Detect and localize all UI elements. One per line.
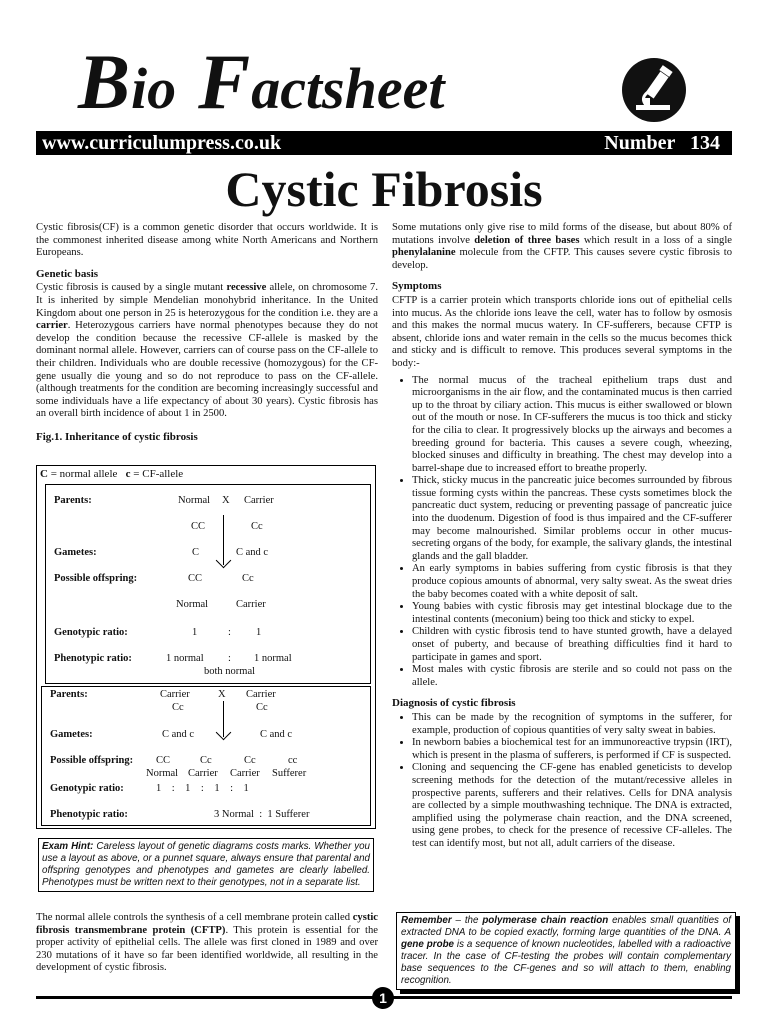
offspring2-genotype: Cc	[200, 755, 212, 766]
intro-paragraph: Cystic fibrosis(CF) is a common genetic disorder that occurs worldwide. It is the commonest inherited disease among white North Americans and Northern Europeans.	[36, 222, 378, 259]
website-url: www.curriculumpress.co.uk	[42, 132, 282, 154]
genotypic-ratio-2: 1	[256, 627, 262, 638]
offspring1-phenotype: Normal	[176, 599, 209, 610]
parents-label: Parents:	[50, 689, 88, 700]
offspring2-phenotype: Carrier	[188, 768, 218, 779]
offspring1-genotype: CC	[188, 573, 203, 584]
parent2-genotype: Cc	[256, 702, 268, 713]
left-column	[36, 222, 378, 446]
exam-hint-box: Exam Hint: Careless layout of genetic diagrams costs marks. Whether you use a layout as above, or a punnet square, always ensure that parental and offspring genotypes and phenotypes and gametes are clearly labelled. Phenotypes must be written next to their genotypes, not in a separate list.	[38, 838, 374, 892]
list-item: • Young babies with cystic fibrosis may get intestinal blockage due to the intestinal contents (meconium) being too thick and sticky to expel.	[412, 601, 732, 626]
symptoms-list	[392, 375, 732, 690]
genotypic-ratio-label: Genotypic ratio:	[54, 627, 128, 638]
parent2-phenotype: Carrier	[246, 689, 276, 700]
cftp-paragraph: The normal allele controls the synthesis of a cell membrane protein called cystic fibrosis transmembrane protein (CFTP). This protein is essential for the proper activity of epithelial cells. The allele was first cloned in 1989 and over 230 mutations of it have so far been identified worldwide, all resulting in the development of cystic fibrosis.	[36, 912, 378, 974]
diagnosis-heading: Diagnosis of cystic fibrosis	[392, 697, 516, 710]
cross-normal-carrier	[45, 484, 371, 684]
page-title: Cystic Fibrosis	[225, 161, 543, 217]
cross-symbol: X	[218, 689, 226, 700]
offspring4-phenotype: Sufferer	[272, 768, 307, 779]
list-item: • Children with cystic fibrosis tend to have stunted growth, have a delayed onset of puberty, and because of breathing difficulties find it hard to participate in games and sport.	[412, 626, 732, 664]
genotypic-ratio: 1 : 1 : 1 : 1	[156, 783, 249, 794]
header-banner	[36, 131, 732, 155]
offspring2-phenotype: Carrier	[236, 599, 266, 610]
arrow-head	[216, 725, 232, 741]
list-item: • Thick, sticky mucus in the pancreatic juice becomes surrounded by fibrous tissue forming cysts within the pancreas. These cysts sometimes block the pancreatic duct system, reducing or preventing passage of pancreatic juice into the duodenum. Digestion of food is thus impaired and the CF-sufferer may become malnourished. Similar problems occur in other mucus-secreting organs of the body, for example, the salivary glands, the intestinal glands and the gall bladder.	[412, 475, 732, 563]
list-item: • In newborn babies a biochemical test for an immunoreactive trypsin (IRT), which is present in the plasma of sufferers, is performed if CF is suspected.	[412, 737, 732, 762]
offspring-label: Possible offspring:	[54, 573, 138, 584]
cross-symbol: X	[222, 495, 230, 506]
genetic-basis-heading: Genetic basis	[36, 267, 99, 280]
offspring1-genotype: CC	[156, 755, 171, 766]
symptoms-intro: CFTP is a carrier protein which transports chloride ions out of epithelial cells into mucus. As the chloride ions leave the cell, water has to follow by osmosis and this makes the normal mucus watery. In CF-sufferers, because CFTP is absent, chloride ions and water remain in the cells so the mucus becomes thick and sticky and is difficult to remove. This produces several symptoms in the body:-	[392, 294, 732, 369]
ratio-colon: :	[228, 627, 231, 638]
remember-box: Remember – the polymerase chain reaction enables small quantities of extracted DNA to be copied exactly, forming large quantities of the DNA. A gene probe is a sequence of known nucleotides, labelled with a radioactive tracer. In the case of CF-testing the probes will contain complementary base sequences to the CF-genes and so will attach to them, enabling recognition.	[396, 912, 736, 990]
allele-key: C = normal allele c = CF-allele	[40, 468, 184, 480]
gametes-parent1: C	[192, 547, 200, 558]
offspring-label: Possible offspring:	[50, 755, 134, 766]
gametes-parent2: C and c	[236, 547, 269, 558]
genetic-basis-paragraph: Cystic fibrosis is caused by a single mutant recessive allele, on chromosome 7. It is inherited by simple Mendelian monohybrid inheritance. In the United Kingdom about one person in 25 is heterozygous for the condition i.e. they are a carrier. Heterozygous carriers have normal phenotypes because they do not develop the condition because the recessive CF-allele is masked by the dominant normal allele. However, carriers can of course pass on the CF-allele to their children. Individuals who are double recessive (homozygous) for the CF-gene usually die young and so do not reproduce to pass on the CF-allele. (although treatments for the condition are becoming increasingly successful and some individuals have a life expectancy of about 30 years). Cystic fibrosis has an overall birth incidence of about 1 in 2500.	[36, 282, 378, 420]
parent1-genotype: CC	[191, 521, 206, 532]
parent1-phenotype: Normal	[178, 495, 211, 506]
phenotypic-ratio-1: 1 normal	[166, 653, 204, 664]
arrow-head	[216, 553, 232, 569]
diagnosis-list	[392, 712, 732, 851]
logo-io: io	[131, 56, 177, 121]
right-column	[392, 222, 732, 855]
parents-label: Parents:	[54, 495, 92, 506]
logo-b: B	[78, 38, 132, 125]
microscope-icon	[622, 58, 686, 122]
phenotypic-ratio: 3 Normal : 1 Sufferer	[214, 809, 310, 820]
offspring4-genotype: cc	[288, 755, 298, 766]
gametes-parent1: C and c	[162, 729, 195, 740]
phenotypic-ratio-label: Phenotypic ratio:	[50, 809, 128, 820]
offspring2-genotype: Cc	[242, 573, 254, 584]
genotypic-ratio-1: 1	[192, 627, 198, 638]
gametes-label: Gametes:	[54, 547, 97, 558]
ratio-colon: :	[228, 653, 231, 664]
list-item: • The normal mucus of the tracheal epithelium traps dust and microorganisms in the air flow, and the contaminated mucus is then carried up to the throat by ciliary action. This mucus is either swallowed or blown out of the mouth or nose. In CF-sufferers the mucus is too thick and sticky for the cilia to clear. It progressively blocks up the airways and becomes a breeding ground for bacteria. This causes a severe cough, wheezing, blocked sinuses and difficulty in breathing. The chest may develop into a barrel-shape due to increased effort to breathe properly.	[412, 375, 732, 476]
mutations-paragraph: Some mutations only give rise to mild forms of the disease, but about 80% of mutations involve deletion of three bases which result in a loss of a single phenylalanine molecule from the CFTP. This causes severe cystic fibrosis to develop.	[392, 222, 733, 271]
list-item: • This can be made by the recognition of symptoms in the sufferer, for example, production of copious quantities of very salty sweat in babies.	[412, 712, 732, 737]
parent2-phenotype: Carrier	[244, 495, 274, 506]
parent1-phenotype: Carrier	[160, 689, 190, 700]
gametes-parent2: C and c	[260, 729, 293, 740]
page-number: 1	[372, 987, 394, 1009]
parent2-genotype: Cc	[251, 521, 263, 532]
offspring1-phenotype: Normal	[146, 768, 179, 779]
bio-factsheet-logo	[78, 40, 608, 124]
list-item: • Most males with cystic fibrosis are sterile and so could not pass on the allele.	[412, 664, 732, 689]
offspring3-phenotype: Carrier	[230, 768, 260, 779]
phenotypic-summary: both normal	[204, 666, 256, 677]
gametes-label: Gametes:	[50, 729, 93, 740]
list-item: • An early symptoms in babies suffering from cystic fibrosis is that they produce copious amounts of abnormal, very salty sweat. As the sweat dries the baby becomes coated with a white deposit of salt.	[412, 563, 732, 601]
genotypic-ratio-label: Genotypic ratio:	[50, 783, 124, 794]
parent1-genotype: Cc	[172, 702, 184, 713]
symptoms-heading: Symptoms	[392, 280, 442, 293]
phenotypic-ratio-2: 1 normal	[254, 653, 292, 664]
offspring3-genotype: Cc	[244, 755, 256, 766]
list-item: • Cloning and sequencing the CF-gene has enabled geneticists to develop screening methods for the detection of the mutant/recessive alleles in prospective parents, sufferers and their relatives. Cells for DNA analysis are collected by a simple mouthwashing technique. The DNA is extracted, amplified using the polymerase chain reaction, and the DNA screened, using gene probes, to check for the presence of recessive CF-alleles. The test can identify most, but not all, adult carriers of the disease.	[412, 762, 732, 850]
phenotypic-ratio-label: Phenotypic ratio:	[54, 653, 132, 664]
logo-actsheet: actsheet	[251, 56, 445, 121]
figure-caption: Fig.1. Inheritance of cystic fibrosis	[36, 430, 198, 443]
inheritance-diagram	[36, 465, 376, 829]
issue-number: Number 134	[604, 132, 720, 154]
cross-carrier-carrier	[41, 686, 371, 826]
logo-f: F	[198, 38, 252, 125]
